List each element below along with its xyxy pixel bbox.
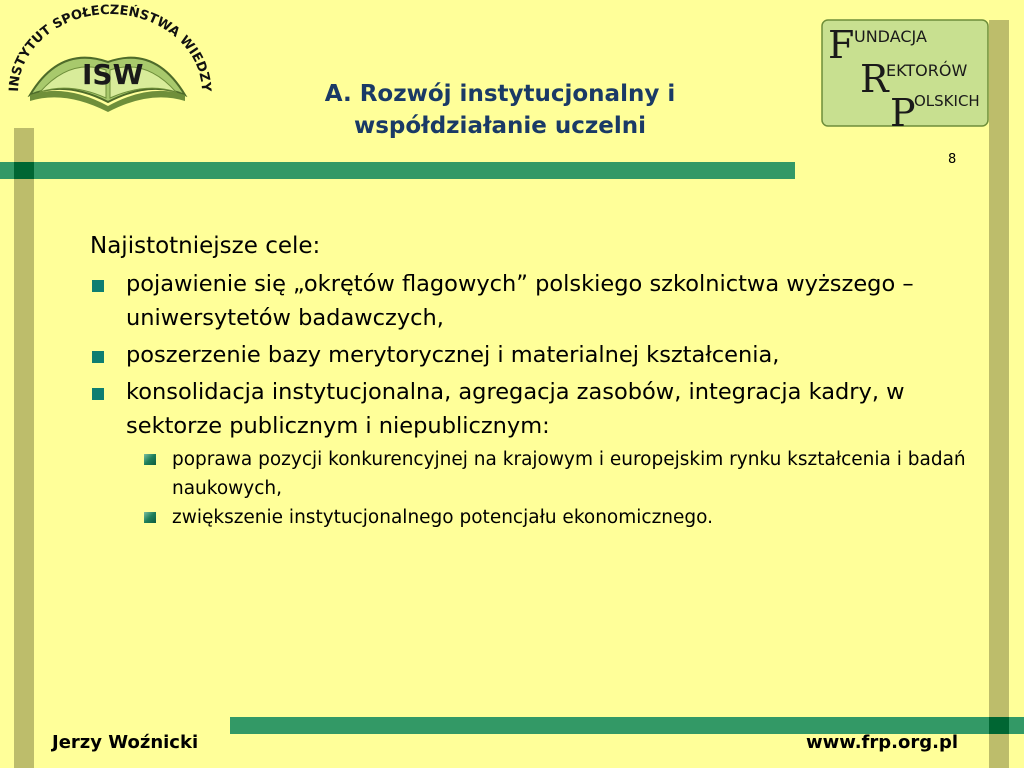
square-bullet-icon [92, 280, 104, 292]
bullet-text: poszerzenie bazy merytorycznej i materialnej kształcenia, [126, 342, 780, 368]
subbullet-list [126, 445, 970, 532]
slide-title: A. Rozwój instytucjonalny i współdziałanie uczelni [324, 81, 676, 139]
square-bullet-icon [92, 351, 104, 363]
footer-author: Jerzy Woźnicki [52, 732, 199, 753]
square-bullet-icon [92, 388, 104, 400]
bullet-text: konsolidacja instytucjonalna, agregacja zasobów, integracja kadry, w sektorze publicznym i niepublicznym: [126, 379, 905, 439]
bullet-item [90, 338, 970, 372]
top-divider-bar [0, 162, 795, 179]
frp-letter-p: P [890, 91, 916, 130]
left-decorative-bar [14, 128, 34, 768]
isw-arc-text: INSTYTUT SPOŁECZEŃSTWA WIEDZY [6, 2, 214, 93]
slide-number: 8 [948, 152, 957, 167]
subbullet-text: zwiększenie instytucjonalnego potencjału ekonomicznego. [172, 507, 713, 528]
top-corner-square [14, 162, 34, 179]
subbullet-item [126, 503, 970, 532]
footer-website: www.frp.org.pl [805, 732, 958, 753]
slide-body [90, 228, 970, 532]
intro-text: Najistotniejsze cele: [90, 233, 321, 259]
isw-logo [0, 0, 215, 125]
bottom-corner-square [989, 717, 1009, 734]
frp-word-2: EKTORÓW [886, 61, 968, 80]
subbullet-item [126, 445, 970, 503]
right-decorative-bar [989, 20, 1009, 768]
frp-letter-r: R [860, 57, 889, 101]
small-square-bullet-icon [144, 454, 156, 465]
frp-word-1: UNDACJA [854, 27, 927, 46]
frp-logo [820, 18, 990, 130]
frp-letter-f: F [828, 23, 855, 67]
bullet-text: pojawienie się „okrętów flagowych” polskiego szkolnictwa wyższego – uniwersytetów badawczych, [126, 271, 914, 331]
small-square-bullet-icon [144, 512, 156, 523]
subbullet-text: poprawa pozycji konkurencyjnej na krajowym i europejskim rynku kształcenia i badań naukowych, [172, 449, 966, 499]
bullet-list [90, 267, 970, 532]
bullet-item [90, 375, 970, 532]
bullet-item [90, 267, 970, 335]
frp-word-3: OLSKICH [914, 92, 980, 110]
isw-center-text: ISW [82, 58, 144, 91]
